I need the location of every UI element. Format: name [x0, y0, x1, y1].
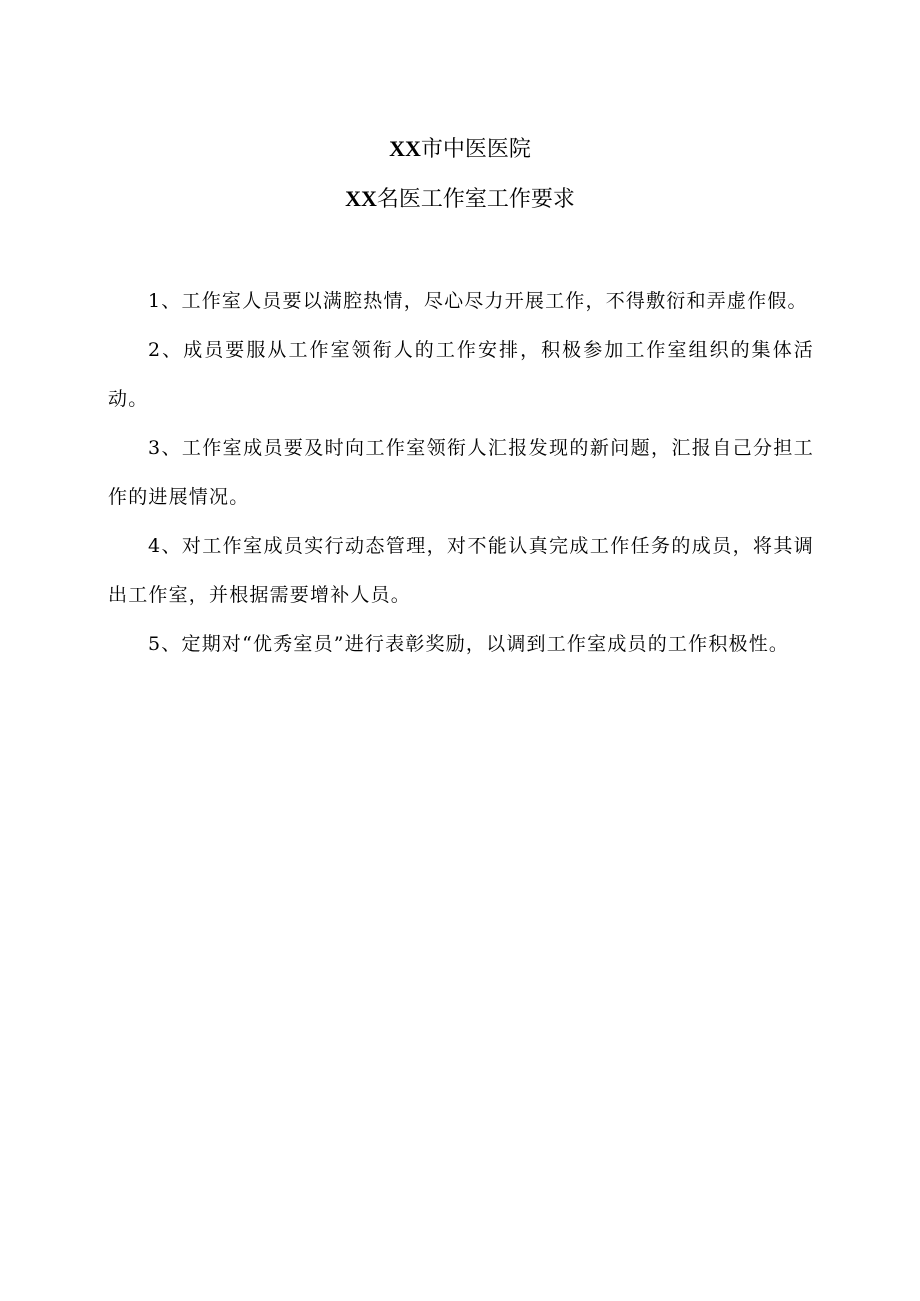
document-subtitle-prefix: XX: [345, 186, 377, 211]
requirement-paragraph-4: 4、对工作室成员实行动态管理，对不能认真完成工作任务的成员，将其调出工作室，并根据需要增补人员。: [108, 535, 814, 606]
document-subtitle-name: 名医工作室工作要求: [376, 187, 575, 212]
requirement-paragraph-5: 5、定期对“优秀室员”进行表彰奖励，以调到工作室成员的工作积极性。: [148, 633, 790, 655]
hospital-title: [0, 134, 920, 165]
hospital-title-prefix: XX: [389, 136, 421, 161]
requirement-paragraph-1: 1、工作室人员要以满腔热情，尽心尽力开展工作，不得敷衍和弄虚作假。: [148, 290, 808, 312]
requirement-paragraph-2: 2、成员要服从工作室领衔人的工作安排，积极参加工作室组织的集体活动。: [108, 339, 814, 410]
document-subtitle: [0, 184, 920, 215]
hospital-title-name: 市中医医院: [420, 137, 531, 162]
requirement-paragraph-3: 3、工作室成员要及时向工作室领衔人汇报发现的新问题，汇报自己分担工作的进展情况。: [108, 437, 814, 508]
document-body: [108, 277, 814, 669]
